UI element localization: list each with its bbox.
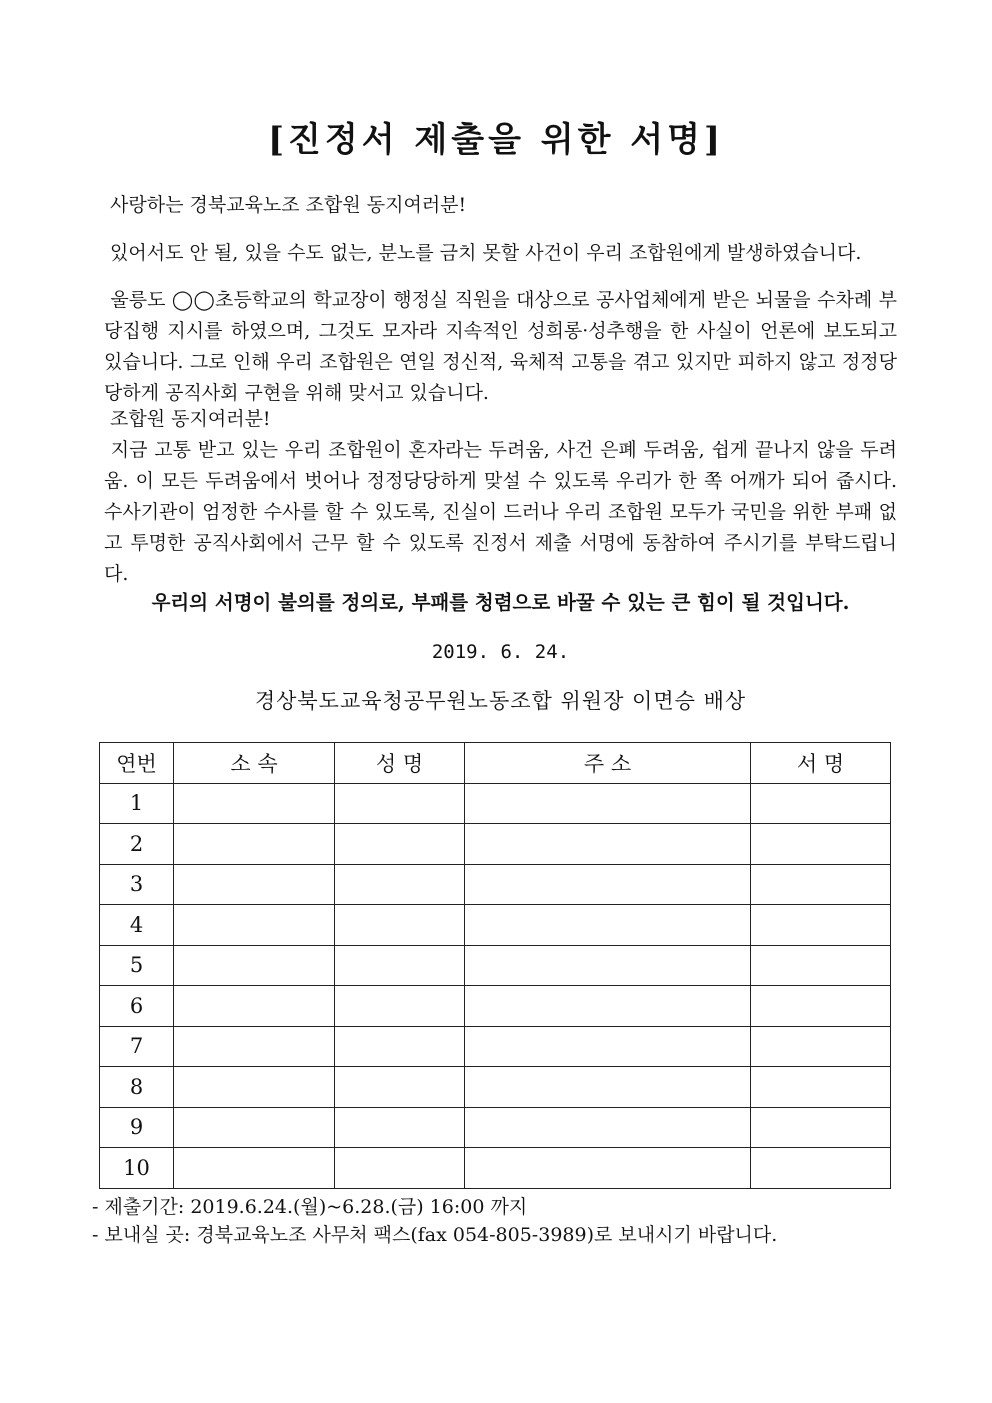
header-signature: 서 명 [751,743,891,784]
row-number: 9 [100,1107,174,1148]
address-cell[interactable] [465,1067,751,1108]
closing-statement: 우리의 서명이 불의를 정의로, 부패를 청렴으로 바꿀 수 있는 큰 힘이 될 것입니다. [151,591,850,614]
signature-cell[interactable] [751,824,891,865]
table-row [100,1107,891,1148]
greeting-text: 사랑하는 경북교육노조 조합원 동지여러분! [110,194,467,216]
signature-cell[interactable] [751,783,891,824]
header-address: 주 소 [465,743,751,784]
table-row [100,1148,891,1189]
row-number: 5 [100,945,174,986]
header-name: 성 명 [335,743,465,784]
name-cell[interactable] [335,986,465,1027]
address-cell[interactable] [465,986,751,1027]
name-cell[interactable] [335,1107,465,1148]
note-destination: - 보내실 곳: 경북교육노조 사무처 팩스(fax 054-805-3989)로 보내시기 바랍니다. [92,1224,778,1246]
table-row [100,905,891,946]
paragraph-incident [104,238,897,269]
signature-table [99,742,891,1189]
address-cell[interactable] [465,864,751,905]
table-row [100,1026,891,1067]
signer-line: 경상북도교육청공무원노동조합 위원장 이면승 배상 [254,689,747,713]
paragraph-appeal-heading-text: 조합원 동지여러분! [110,408,271,430]
submission-notes [92,1193,912,1249]
paragraph-details [104,285,897,409]
paragraph-appeal-heading [104,404,897,435]
table-row [100,986,891,1027]
name-cell[interactable] [335,864,465,905]
row-number: 1 [100,783,174,824]
address-cell[interactable] [465,905,751,946]
paragraph-appeal-body-text: 지금 고통 받고 있는 우리 조합원이 혼자라는 두려움, 사건 은폐 두려움, 쉽게 끝나지 않을 두려움. 이 모든 두려움에서 벗어나 정정당당하게 맞설 수 있도록 우리가 한 쪽 어깨가 되어 줍시다. 수사기관이 엄정한 수사를 할 수 있도록, 진실이 드러나 우리 조합원 모두가 국민을 위한 부패 없고 투명한 공직사회에서 근무 할 수 있도록 진정서 제출 서명에 동참하여 주시기를 부탁드립니다. [104,439,898,585]
signature-cell[interactable] [751,905,891,946]
name-cell[interactable] [335,945,465,986]
document-date: 2019. 6. 24. [431,641,570,663]
affiliation-cell[interactable] [174,1026,335,1067]
paragraph-details-text: 울릉도 ◯◯초등학교의 학교장이 행정실 직원을 대상으로 공사업체에게 받은 뇌물을 수차례 부당집행 지시를 하였으며, 그것도 모자라 지속적인 성희롱·성추행을 한 사실이 언론에 보도되고 있습니다. 그로 인해 우리 조합원은 연일 정신적, 육체적 고통을 겪고 있지만 피하지 않고 정정당당하게 공직사회 구현을 위해 맞서고 있습니다. [104,289,897,404]
affiliation-cell[interactable] [174,986,335,1027]
table-row [100,1067,891,1108]
table-row [100,824,891,865]
name-cell[interactable] [335,905,465,946]
address-cell[interactable] [465,945,751,986]
signature-cell[interactable] [751,1148,891,1189]
signature-cell[interactable] [751,1107,891,1148]
affiliation-cell[interactable] [174,783,335,824]
affiliation-cell[interactable] [174,1107,335,1148]
signature-cell[interactable] [751,945,891,986]
name-cell[interactable] [335,1026,465,1067]
address-cell[interactable] [465,824,751,865]
name-cell[interactable] [335,824,465,865]
affiliation-cell[interactable] [174,864,335,905]
signature-rows [100,783,891,1188]
page-title: [진정서 제출을 위한 서명] [267,120,725,160]
header-affiliation: 소 속 [174,743,335,784]
row-number: 4 [100,905,174,946]
greeting [104,190,897,221]
affiliation-cell[interactable] [174,1148,335,1189]
name-cell[interactable] [335,1148,465,1189]
header-number: 연번 [100,743,174,784]
signature-cell[interactable] [751,864,891,905]
address-cell[interactable] [465,1107,751,1148]
address-cell[interactable] [465,1026,751,1067]
row-number: 10 [100,1148,174,1189]
paragraph-appeal-body [104,435,897,590]
row-number: 8 [100,1067,174,1108]
affiliation-cell[interactable] [174,1067,335,1108]
table-row [100,783,891,824]
signature-cell[interactable] [751,1026,891,1067]
note-deadline: - 제출기간: 2019.6.24.(월)~6.28.(금) 16:00 까지 [92,1196,528,1218]
row-number: 3 [100,864,174,905]
affiliation-cell[interactable] [174,945,335,986]
row-number: 7 [100,1026,174,1067]
address-cell[interactable] [465,1148,751,1189]
address-cell[interactable] [465,783,751,824]
row-number: 6 [100,986,174,1027]
row-number: 2 [100,824,174,865]
signature-cell[interactable] [751,1067,891,1108]
paragraph-incident-text: 있어서도 안 될, 있을 수도 없는, 분노를 금치 못할 사건이 우리 조합원에게 발생하였습니다. [110,242,862,264]
table-row [100,864,891,905]
signature-cell[interactable] [751,986,891,1027]
paragraph-appeal [104,404,897,590]
table-header-row [100,743,891,784]
name-cell[interactable] [335,783,465,824]
table-row [100,945,891,986]
name-cell[interactable] [335,1067,465,1108]
affiliation-cell[interactable] [174,905,335,946]
affiliation-cell[interactable] [174,824,335,865]
